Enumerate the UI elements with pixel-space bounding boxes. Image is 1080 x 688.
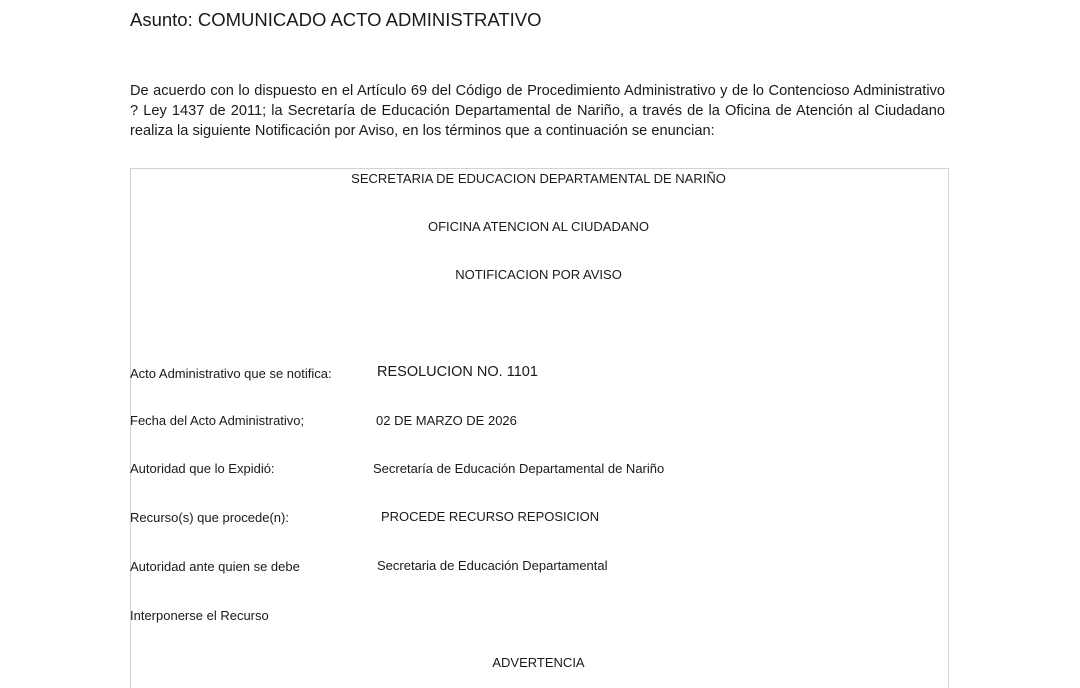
acto-value: RESOLUCION NO. 1101: [377, 364, 538, 380]
intro-paragraph: De acuerdo con lo dispuesto en el Artículo 69 del Código de Procedimiento Administrativo y de lo Contencioso Administrativo ? Ley 1437 de 2011; la Secretaría de Educación Departamental de Nariño, a través de la Oficina de Atención al Ciudadano realiza la siguiente Notificación por Aviso, en los términos que a continuación se enuncian:: [130, 83, 945, 139]
notice-advertencia: ADVERTENCIA: [492, 655, 585, 670]
autoridad-expidio-value: Secretaría de Educación Departamental de Nariño: [373, 461, 665, 476]
recursos-label: Recurso(s) que procede(n):: [130, 510, 289, 525]
acto-label: Acto Administrativo que se notifica:: [130, 366, 332, 381]
autoridad-recurso-label: Autoridad ante quien se debe: [130, 559, 300, 574]
notice-entity: SECRETARIA DE EDUCACION DEPARTAMENTAL DE NARIÑO: [351, 171, 726, 186]
notice-office: OFICINA ATENCION AL CIUDADANO: [427, 219, 650, 234]
autoridad-recurso-value: Secretaria de Educación Departamental: [377, 558, 608, 573]
autoridad-recurso-label-line2: Interponerse el Recurso: [130, 608, 269, 623]
fecha-label: Fecha del Acto Administrativo;: [130, 413, 305, 428]
autoridad-expidio-label: Autoridad que lo Expidió:: [130, 461, 275, 476]
fecha-value: 02 DE MARZO DE 2026: [376, 413, 517, 428]
asunto-heading: Asunto: COMUNICADO ACTO ADMINISTRATIVO: [130, 9, 542, 30]
notice-title: NOTIFICACION POR AVISO: [455, 267, 622, 282]
recursos-value: PROCEDE RECURSO REPOSICION: [381, 509, 600, 524]
